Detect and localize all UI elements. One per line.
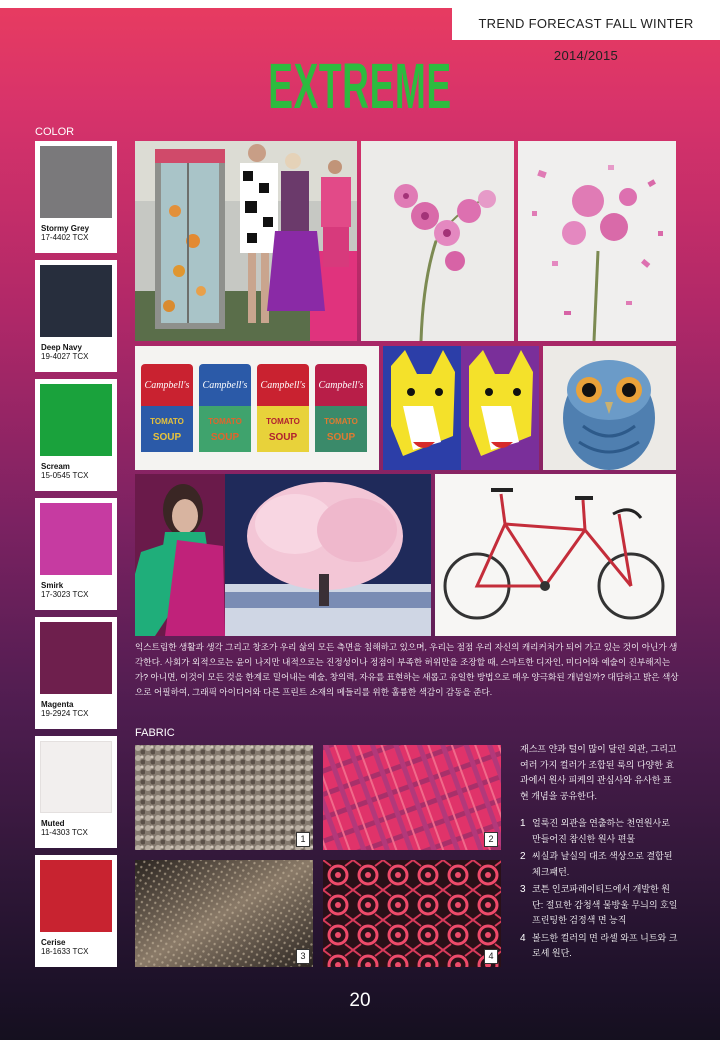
model-and-pink-blossom-tree-image [135, 474, 431, 636]
shattered-pink-orchid-image [518, 141, 676, 341]
color-swatch [35, 260, 117, 372]
can-label: Campbell's [202, 380, 248, 391]
color-code: 15-0545 TCX [41, 471, 89, 480]
color-code: 11-4303 TCX [41, 828, 88, 837]
fabric-item-text: 씨실과 날실의 대조 색상으로 결합된 체크패턴. [532, 851, 673, 877]
color-name: Cerise [41, 938, 66, 947]
fabric-number: 1 [296, 832, 310, 847]
color-code: 17-3023 TCX [41, 590, 89, 599]
color-chip [40, 860, 112, 932]
can-sub2: TOMATO [208, 417, 242, 426]
soup-can [257, 364, 309, 452]
color-swatch [35, 855, 117, 967]
fabric-list-item [520, 931, 680, 962]
blue-owl-image [543, 346, 676, 470]
color-code: 19-2924 TCX [41, 709, 89, 718]
color-chip [40, 622, 112, 694]
can-sub: SOUP [210, 432, 240, 443]
fabric-item-number: 4 [520, 932, 526, 944]
color-swatch [35, 498, 117, 610]
fabric-intro: 재스프 얀과 털이 많이 달린 외관, 그리고 여러 가지 컬러가 조합된 룩의 다양한 효과에서 원사 피케의 관심사와 유사한 표현 개념을 공유한다. [520, 744, 677, 801]
color-chip [40, 503, 112, 575]
campbells-soup-cans-image [135, 346, 379, 470]
fabric-number: 3 [296, 949, 310, 964]
pink-orchid-image [361, 141, 514, 341]
fabric-swatch-metallic-knit [135, 860, 313, 967]
theme-title: EXTREME [268, 50, 452, 122]
soup-can [315, 364, 367, 452]
fabric-swatch-pink-check [323, 745, 501, 850]
color-code: 18-1633 TCX [41, 947, 89, 956]
color-name: Stormy Grey [41, 224, 90, 233]
fabric-swatch-floral-lace [323, 860, 501, 967]
fabric-item-text: 얼룩진 외관을 연출하는 천연원사로 만들어진 참신한 원사 편물 [532, 818, 670, 844]
fabric-number: 2 [484, 832, 498, 847]
color-name: Smirk [41, 581, 64, 590]
can-sub2: TOMATO [150, 417, 184, 426]
can-label: Campbell's [144, 380, 190, 391]
color-code: 17-4402 TCX [41, 233, 89, 242]
soup-can [199, 364, 251, 452]
can-sub2: TOMATO [324, 417, 358, 426]
soup-can [141, 364, 193, 452]
page-number: 20 [349, 990, 371, 1011]
color-name: Muted [41, 819, 65, 828]
color-name: Magenta [41, 700, 74, 709]
description-paragraph: 익스트림한 생활과 생각 그리고 창조가 우리 삶의 모든 측면을 침해하고 있으며, 우리는 점점 우리 자신의 캐리커처가 되어 가고 있는 것이 아닌가 생각한다. 사회가 외적으로는 윤이 나지만 내적으로는 진정성이나 정점이 부족한 허위만을 조장할 때, 스마트한 디자인, 미디어와 예술이 진부해지는가? 아니면, 이것이 모든 것을 한계로 밀어내는 예술, 창의력, 자유를 표현하는 새롭고 유일한 방법으로 매우 양극화된 개념일까? 대담하고 밝은 색상으로 어필하여, 그래픽 아이디어와 다른 프린트 소재의 메들리를 위한 훌륭한 색감이 감동을 준다. [135, 642, 679, 697]
can-label: Campbell's [260, 380, 306, 391]
tandem-bicycle-image [435, 474, 676, 636]
color-chip [40, 265, 112, 337]
can-label: Campbell's [318, 380, 364, 391]
color-swatch [35, 617, 117, 729]
fabric-item-text: 코튼 인코파레이티드에서 개발한 원단: 절묘한 감청색 물방울 무늬의 호일 프린팅한 검정색 면 능직 [532, 884, 678, 925]
color-name: Deep Navy [41, 343, 82, 352]
can-sub2: TOMATO [266, 417, 300, 426]
color-chip [40, 384, 112, 456]
description-text [135, 640, 680, 700]
color-chip [40, 741, 112, 813]
can-sub: SOUP [268, 432, 298, 443]
fabric-item-number: 2 [520, 851, 526, 862]
can-sub: SOUP [152, 432, 182, 443]
fabric-list-item [520, 882, 680, 929]
fabric-label: FABRIC [135, 727, 175, 739]
can-sub: SOUP [326, 432, 356, 443]
pop-art-husky-image [383, 346, 539, 470]
color-swatch [35, 736, 117, 848]
fabric-description [520, 742, 680, 964]
color-code: 19-4027 TCX [41, 352, 89, 361]
fabric-list-item [520, 849, 680, 880]
top-white-strip [0, 0, 720, 8]
fabric-list-item [520, 816, 680, 847]
phone-booth-and-runway-models-image [135, 141, 357, 341]
color-swatch [35, 141, 117, 253]
header-title: TREND FORECAST FALL WINTER 2014/2015 [452, 8, 720, 40]
fabric-item-number: 3 [520, 884, 526, 895]
color-label: COLOR [35, 126, 75, 138]
color-swatch [35, 379, 117, 491]
fabric-item-number: 1 [520, 818, 526, 829]
color-chip [40, 146, 112, 218]
fabric-number: 4 [484, 949, 498, 964]
fabric-item-text: 볼드한 컬러의 면 라셀 와프 니트와 크로셰 원단. [532, 932, 678, 958]
fabric-swatch-boucle-yarn [135, 745, 313, 850]
color-name: Scream [41, 462, 70, 471]
